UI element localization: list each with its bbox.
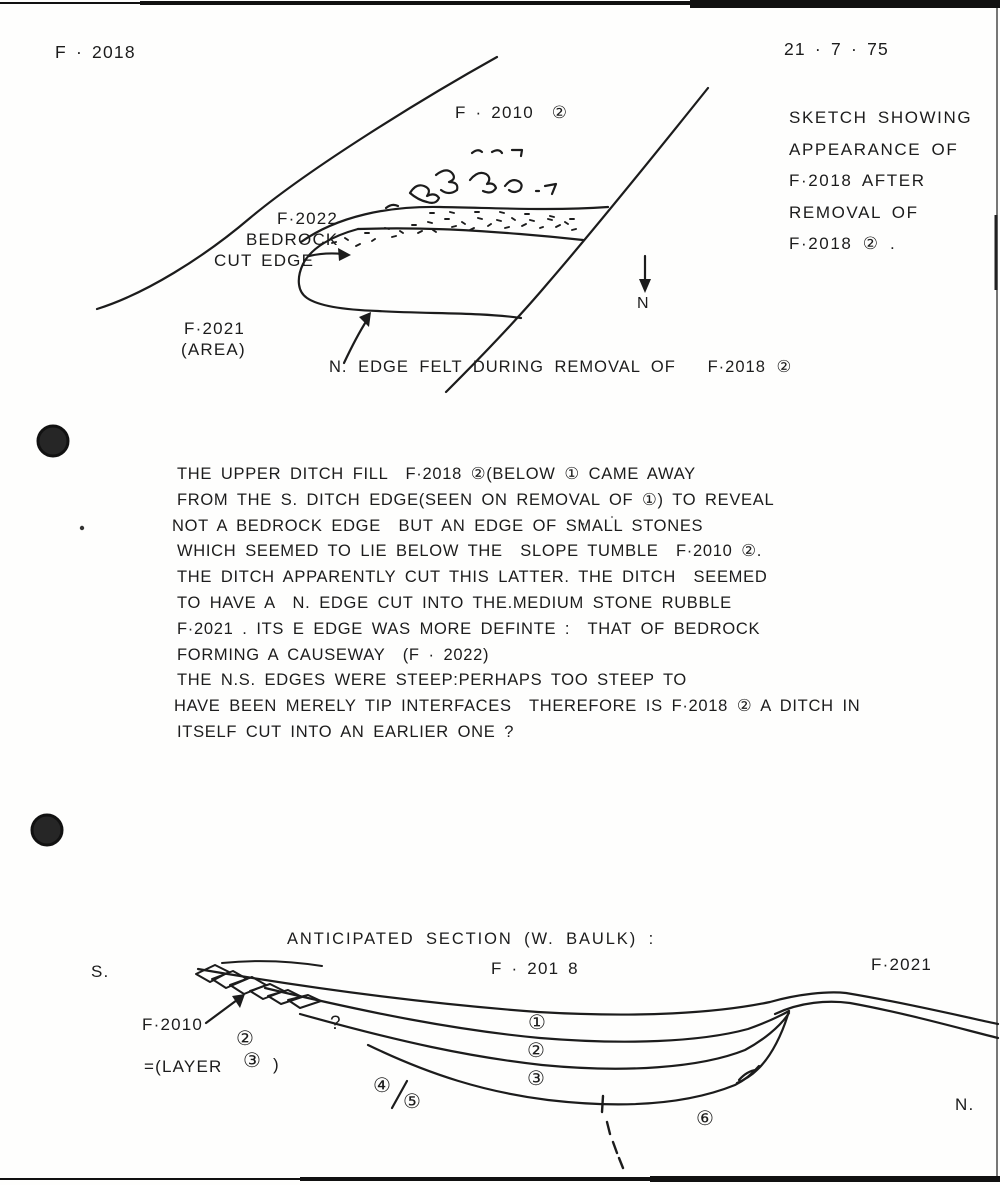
section-title: ANTICIPATED SECTION (W. BAULK) : [287,930,656,948]
page-date: 21 · 7 · 75 [784,39,889,59]
section-marker-3-standalone: ③ [243,1050,261,1072]
plan-tumble-stones [386,150,556,208]
plan-label-f2021: F·2021 [184,319,246,338]
note-line: WHICH SEEMED TO LIE BELOW THE SLOPE TUMBLE F·2010 ②. [177,542,763,561]
section-stones [196,961,322,1008]
layer-marker-6: ⑥ [696,1108,714,1130]
layer-marker-2: ② [527,1040,545,1062]
section-question-mark: ? [330,1013,341,1034]
plan-label-f2010: F · 2010 ② [455,103,569,122]
layer-marker-3: ③ [527,1068,545,1090]
n-edge-arrow [344,312,371,363]
caption-line: REMOVAL OF [789,202,919,222]
plan-label-f2022: F·2022 [277,209,339,228]
note-line: ITSELF CUT INTO AN EARLIER ONE ? [177,722,515,741]
sketch-caption [789,102,972,260]
note-line: TO HAVE A N. EDGE CUT INTO THE.MEDIUM STONE RUBBLE [177,593,732,612]
caption-line: APPEARANCE OF [789,139,959,159]
section-layer-close: ) [273,1055,280,1074]
plan-south-edge-line [97,57,497,309]
section-marker-2-standalone: ② [236,1028,254,1050]
section-surface-line [198,969,998,1024]
note-line: FROM THE S. DITCH EDGE(SEEN ON REMOVAL OF ①) TO REVEAL [177,490,775,509]
section-label-f2018: F · 201 8 [491,959,579,978]
page-feature-id: F · 2018 [55,42,136,62]
section-layer1-base [265,988,789,1042]
note-line: THE UPPER DITCH FILL F·2018 ②(BELOW ① CAME AWAY [177,465,696,483]
north-label: N [637,295,650,312]
note-line: HAVE BEEN MERELY TIP INTERFACES THEREFORE IS F·2018 ② A DITCH IN [174,697,861,716]
section-north-label: N. [955,1095,975,1114]
note-line: NOT A BEDROCK EDGE BUT AN EDGE OF SMALL STONES [172,516,704,535]
plan-label-cut-edge: CUT EDGE [214,251,315,270]
page-edge-right [996,8,997,1176]
section-dashed-line [602,1096,623,1168]
caption-line: SKETCH SHOWING [789,108,973,127]
page-edge-top [0,0,1000,8]
caption-line: F·2018 ② . [789,234,897,253]
hole-punch-bottom [32,815,62,845]
note-line: THE DITCH APPARENTLY CUT THIS LATTER. THE DITCH SEEMED [177,568,768,587]
field-notes [172,462,861,746]
note-line: FORMING A CAUSEWAY (F · 2022) [177,645,490,664]
plan-label-bedrock: BEDROCK [246,230,339,249]
hole-punch-top [38,426,68,456]
note-line: F·2021 . ITS E EDGE WAS MORE DEFINTE : THAT OF BEDROCK [177,619,761,638]
section-ditch-bottom [368,1045,759,1104]
note-line: THE N.S. EDGES WERE STEEP:PERHAPS TOO STEEP TO [177,671,687,690]
page-edge-bottom [0,1176,1000,1182]
north-arrow [639,256,651,293]
layer-marker-5: ⑤ [403,1091,421,1113]
f2010-arrow [206,994,245,1023]
section-mound-underline [775,1002,998,1038]
section-sketch [196,961,998,1168]
plan-n-edge-note: N. EDGE FELT DURING REMOVAL OF F·2018 ② [329,358,793,376]
section-layer-equals: =(LAYER [144,1057,223,1076]
section-label-f2021: F·2021 [871,955,933,974]
caption-line: F·2018 AFTER [789,171,926,190]
section-south-label: S. [91,962,110,981]
layer-marker-4: ④ [373,1075,391,1097]
plan-label-area: (AREA) [181,340,246,359]
section-label-f2010: F·2010 [142,1015,204,1034]
layer-marker-1: ① [528,1012,546,1034]
